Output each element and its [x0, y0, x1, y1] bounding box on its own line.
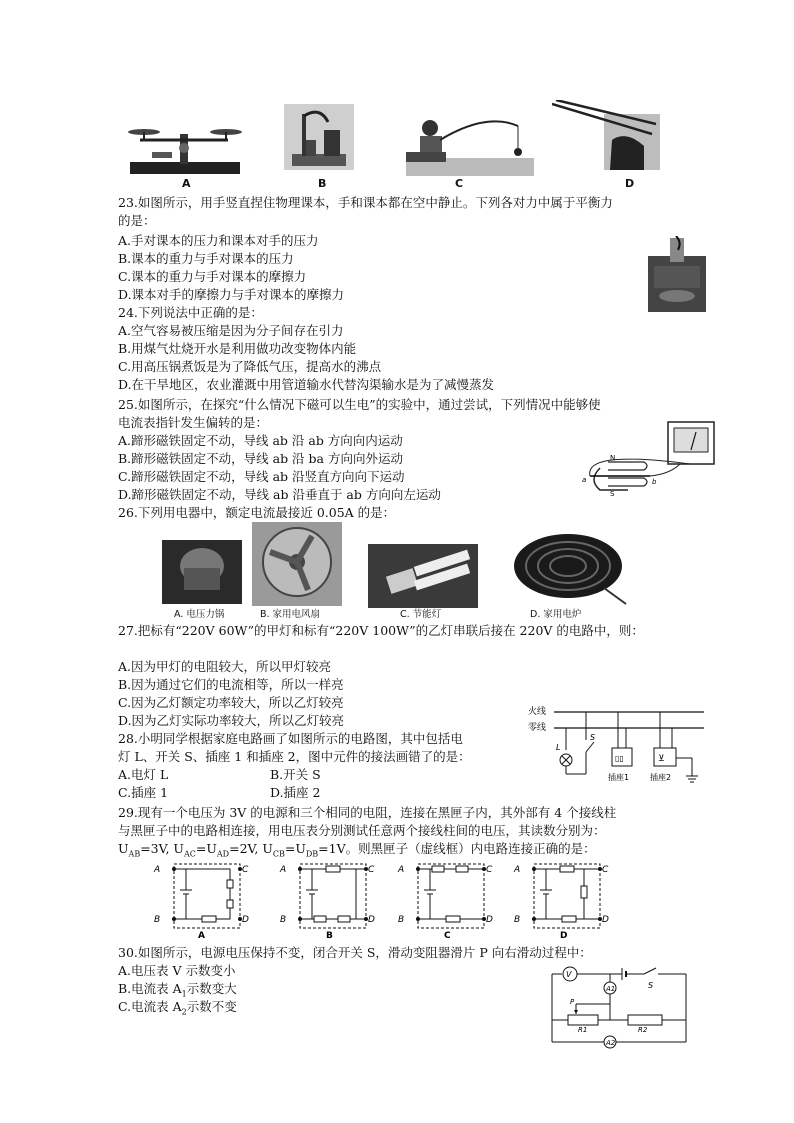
svg-text:▯▯: ▯▯ [615, 754, 624, 763]
q26-caption-d: D. 家用电炉 [530, 609, 582, 620]
wire-label-a: a [582, 476, 587, 484]
q27-option-c: C.因为乙灯额定功率较大，所以乙灯较亮 [118, 695, 344, 710]
socket2-label: 插座2 [650, 773, 672, 782]
svg-text:A: A [154, 865, 161, 875]
svg-text:B: B [280, 915, 287, 925]
q28-option-b: B.开关 S [270, 767, 321, 782]
q24-option-c: C.用高压锅煮饭是为了降低气压，提高水的沸点 [118, 359, 382, 374]
r2-label: R2 [638, 1026, 648, 1034]
switch-label-s: S [648, 981, 654, 990]
svg-text:C: C [444, 931, 451, 940]
q27-option-b: B.因为通过它们的电流相等，所以一样亮 [118, 677, 344, 692]
magnet-label-s: S [610, 490, 615, 498]
svg-text:A: A [198, 931, 205, 940]
q23-option-c: C.课本的重力与手对课本的摩擦力 [118, 269, 307, 284]
q30-circuit-figure [548, 964, 692, 1050]
svg-text:B: B [514, 915, 521, 925]
q29-circuit-b [278, 858, 378, 940]
energy-saving-lamp-photo [368, 544, 478, 608]
svg-text:⊻: ⊻ [658, 754, 665, 764]
svg-text:C: C [242, 865, 249, 875]
svg-text:D: D [560, 931, 568, 940]
q24-option-a: A.空气容易被压缩是因为分子间存在引力 [118, 323, 344, 338]
q26-stem: 26.下列用电器中，额定电流最接近 0.05A 的是： [118, 505, 396, 520]
slider-label: P [570, 998, 575, 1006]
q25-stem-line2: 电流表指针发生偏转的是： [118, 415, 269, 430]
q30-option-c: C.电流表 $A_2$示数不变 [118, 999, 237, 1017]
pressure-cooker-photo [162, 540, 242, 604]
ammeter2-label: A2 [606, 1039, 616, 1047]
q29-stem-line1: 29.现有一个电压为 3V 的电源和三个相同的电阻，连接在黑匣子内，其外部有 4 个接线柱 [118, 805, 617, 820]
q30-stem: 30.如图所示，电源电压保持不变，闭合开关 S，滑动变阻器滑片 P 向右滑动过程中： [118, 945, 592, 960]
q29-readings: $U_{AB}=3V$, $U_{AC}=U_{AD}=2V$, $U_{CB}=U_{DB}=1V$。则黑匣子（虚线框）内电路连接正确的是： [118, 841, 596, 859]
electric-fan-photo [252, 522, 342, 606]
neutral-wire-label: 零线 [528, 723, 547, 733]
q28-stem-line2: 灯 L、开关 S、插座 1 和插座 2，图中元件的接法画错了的是： [118, 749, 471, 764]
q27-stem: 27.把标有“220V 60W”的甲灯和标有“220V 100W”的乙灯串联后接在 220V 的电路中，则： [118, 623, 644, 638]
switch-label: S [590, 733, 596, 742]
q30-option-b: B.电流表 $A_1$示数变大 [118, 981, 237, 999]
top-image-label-a: A [182, 177, 191, 190]
q24-option-b: B.用煤气灶烧开水是利用做功改变物体内能 [118, 341, 357, 356]
svg-text:D: D [602, 915, 609, 925]
lab-apparatus-icon [284, 104, 354, 170]
q25-option-b: B.蹄形磁铁固定不动，导线 ab 沿 ba 方向向外运动 [118, 451, 403, 466]
q29-stem-line2: 与黑匣子中的电路相连接，用电压表分别测试任意两个接线柱间的电压，其读数分别为： [118, 823, 606, 838]
voltmeter-label: V [566, 970, 572, 979]
q23-stem-line1: 23.如图所示，用手竖直捏住物理课本，手和课本都在空中静止。下列各对力中属于平衡力 [118, 195, 613, 210]
chopsticks-icon [552, 100, 660, 170]
svg-text:B: B [154, 915, 161, 925]
fishing-person-icon [406, 112, 534, 176]
q28-option-d: D.插座 2 [270, 785, 321, 800]
q28-option-a: A.电灯 L [118, 767, 169, 782]
socket1-label: 插座1 [608, 773, 630, 782]
q26-caption-c: C. 节能灯 [400, 609, 442, 620]
svg-text:B: B [326, 931, 333, 940]
electric-stove-photo [508, 526, 628, 606]
hand-holding-book-icon [648, 236, 706, 312]
top-image-label-c: C [455, 177, 464, 190]
magnet-galvanometer-figure [580, 420, 720, 500]
q23-option-d: D.课本对手的摩擦力与手对课本的摩擦力 [118, 287, 345, 302]
svg-text:A: A [398, 865, 405, 875]
q23-stem-line2: 的是： [118, 213, 156, 228]
svg-text:A: A [280, 865, 287, 875]
q26-caption-b: B. 家用电风扇 [260, 609, 321, 620]
wire-label-b: b [652, 478, 657, 486]
magnet-label-n: N [610, 454, 616, 462]
q24-stem: 24.下列说法中正确的是： [118, 305, 263, 320]
q25-option-c: C.蹄形磁铁固定不动，导线 ab 沿竖直方向向下运动 [118, 469, 405, 484]
q24-option-d: D.在干旱地区，农业灌溉中用管道输水代替沟渠输水是为了减慢蒸发 [118, 377, 495, 392]
svg-text:C: C [602, 865, 609, 875]
q28-stem-line1: 28.小明同学根据家庭电路画了如图所示的电路图，其中包括电 [118, 731, 463, 746]
q29-circuit-a [152, 858, 252, 940]
q28-option-c: C.插座 1 [118, 785, 169, 800]
svg-text:D: D [242, 915, 249, 925]
top-image-label-b: B [318, 177, 327, 190]
q30-option-a: A.电压表 V 示数变小 [118, 963, 236, 978]
svg-text:C: C [368, 865, 375, 875]
svg-text:B: B [398, 915, 405, 925]
svg-text:D: D [486, 915, 493, 925]
svg-text:D: D [368, 915, 375, 925]
live-wire-label: 火线 [528, 707, 547, 717]
q27-option-d: D.因为乙灯实际功率较大，所以乙灯较亮 [118, 713, 345, 728]
r1-label: R1 [578, 1026, 588, 1034]
q23-option-a: A.手对课本的压力和课本对手的压力 [118, 233, 319, 248]
q29-circuit-c [396, 858, 496, 940]
balance-scale-icon [122, 118, 248, 178]
svg-text:A: A [514, 865, 521, 875]
ammeter1-label: A1 [606, 985, 616, 993]
svg-text:C: C [486, 865, 493, 875]
q26-caption-a: A. 电压力锅 [174, 609, 225, 620]
q27-option-a: A.因为甲灯的电阻较大，所以甲灯较亮 [118, 659, 332, 674]
top-image-label-d: D [625, 177, 635, 190]
q25-option-a: A.蹄形磁铁固定不动，导线 ab 沿 ab 方向向内运动 [118, 433, 403, 448]
household-circuit-figure [526, 704, 706, 792]
q25-stem-line1: 25.如图所示，在探究“什么情况下磁可以生电”的实验中，通过尝试，下列情况中能够使 [118, 397, 601, 412]
q23-option-b: B.课本的重力与手对课本的压力 [118, 251, 294, 266]
q25-option-d: D.蹄形磁铁固定不动，导线 ab 沿垂直于 ab 方向向左运动 [118, 487, 441, 502]
q29-circuit-d [512, 858, 612, 940]
lamp-label: L [556, 743, 561, 752]
